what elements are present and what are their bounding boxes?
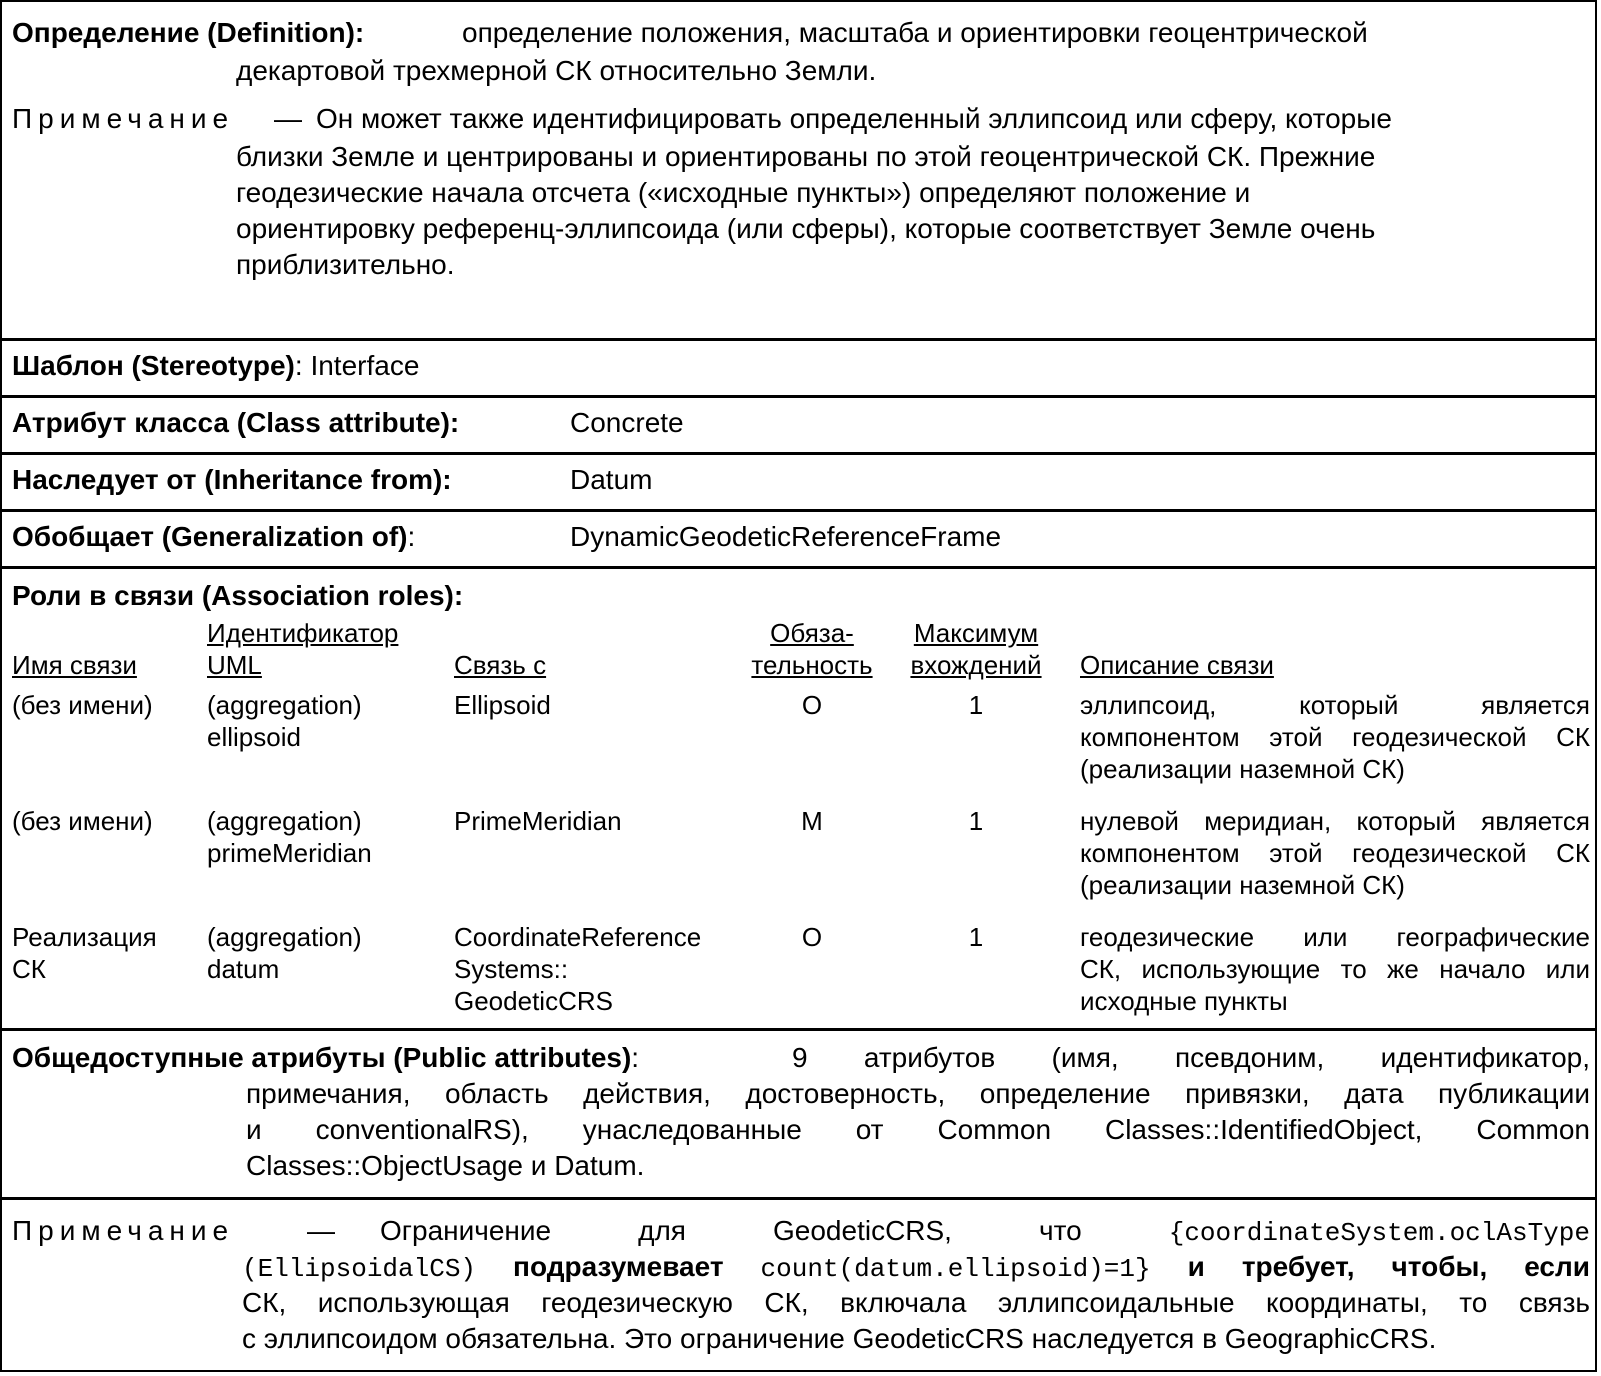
public-attributes-line-4: Classes::ObjectUsage и Datum. xyxy=(246,1150,645,1181)
public-attributes-label: Общедоступные атрибуты (Public attributes) xyxy=(12,1042,632,1073)
generalization-value: DynamicGeodeticReferenceFrame xyxy=(570,521,1002,552)
row-2-desc-2: компонентом этой геодезической СК xyxy=(1080,838,1590,868)
public-attributes-line-2: примечания, область действия, достоверность, определение привязки, дата публикации xyxy=(246,1078,1590,1109)
header-max-line-2: вхождений xyxy=(910,650,1042,680)
association-title: Роли в связи (Association roles): xyxy=(12,580,464,611)
stereotype-value: : Interface xyxy=(294,350,420,381)
row-3-to-1: CoordinateReference xyxy=(454,922,702,952)
row-3-to-3: GeodeticCRS xyxy=(454,986,613,1016)
stereotype-row xyxy=(2,341,1595,398)
note2-line-1 xyxy=(380,1214,1590,1250)
note2-text-1: Ограничение для GeodeticCRS, что xyxy=(380,1215,1082,1246)
header-name: Имя связи xyxy=(12,650,137,680)
note2-line-2 xyxy=(242,1250,1590,1286)
note2-text-3: и требует, чтобы, если xyxy=(1187,1251,1591,1282)
stereotype xyxy=(12,349,419,383)
constraint-note-section xyxy=(2,1200,1595,1374)
row-1-uml-2: ellipsoid xyxy=(207,722,301,752)
row-3-to-2: Systems:: xyxy=(454,954,569,984)
note-line-2: близки Земле и центрированы и ориентированы по этой геоцентрической СК. Прежние xyxy=(236,141,1376,172)
note-line-4: ориентировку референц-эллипсоида (или сферы), которые соответствует Земле очень xyxy=(236,213,1376,244)
row-3-desc-1: геодезические или географические xyxy=(1080,922,1590,952)
inheritance-label: Наследует от (Inheritance from): xyxy=(12,464,452,495)
row-3-obligation: O xyxy=(801,922,823,952)
generalization xyxy=(12,520,415,554)
definition-line-1: определение положения, масштаба и ориентировки геоцентрической xyxy=(462,17,1368,48)
row-1-desc-3: (реализации наземной СК) xyxy=(1080,754,1405,784)
public-attributes-colon: : xyxy=(631,1042,640,1073)
row-3-desc-3: исходные пункты xyxy=(1080,986,1288,1016)
association-roles-section xyxy=(2,569,1595,1031)
note2-label: Примечание xyxy=(12,1215,235,1246)
public-attributes-line-3: и conventionalRS), унаследованные от Common Classes::IdentifiedObject, Common xyxy=(246,1114,1590,1145)
public-attributes-heading xyxy=(12,1041,639,1075)
header-to: Связь с xyxy=(454,650,547,680)
row-2-desc-1: нулевой меридиан, который является xyxy=(1080,806,1590,836)
row-2-to: PrimeMeridian xyxy=(454,806,622,836)
row-1-obligation: O xyxy=(801,690,823,720)
row-2-obligation: M xyxy=(801,806,823,836)
header-max-line-1: Максимум xyxy=(913,618,1039,648)
note-label: Примечание xyxy=(12,103,235,134)
public-attributes-section xyxy=(2,1031,1595,1200)
row-2-desc-3: (реализации наземной СК) xyxy=(1080,870,1405,900)
row-2-uml-2: primeMeridian xyxy=(207,838,372,868)
row-1-desc-1: эллипсоид, который является xyxy=(1080,690,1590,720)
generalization-row xyxy=(2,512,1595,569)
header-description: Описание связи xyxy=(1080,650,1274,680)
inheritance-value: Datum xyxy=(570,464,653,495)
class-attribute-label: Атрибут класса (Class attribute): xyxy=(12,407,460,438)
generalization-label: Обобщает (Generalization of) xyxy=(12,521,408,552)
note2-dash: — xyxy=(307,1215,335,1246)
header-uml-line-2: UML xyxy=(207,650,262,680)
inheritance-row xyxy=(2,455,1595,512)
row-1-to: Ellipsoid xyxy=(454,690,551,720)
public-attributes-line-1: 9 атрибутов (имя, псевдоним, идентификатор, xyxy=(792,1042,1590,1073)
note2-line-4: с эллипсоидом обязательна. Это ограничение GeodeticCRS наследуется в GeographicCRS. xyxy=(242,1323,1437,1354)
row-2-name: (без имени) xyxy=(12,806,153,836)
definition-label: Определение (Definition): xyxy=(12,17,365,48)
row-3-name-1: Реализация xyxy=(12,922,157,952)
note2-code-1: {coordinateSystem.oclAsType xyxy=(1168,1218,1590,1248)
row-1-name: (без имени) xyxy=(12,690,153,720)
row-3-name-2: СК xyxy=(12,954,46,984)
row-2-max: 1 xyxy=(968,806,984,836)
note2-code-2: (EllipsoidalCS) xyxy=(242,1254,477,1284)
note2-text-2: подразумевает xyxy=(513,1251,724,1282)
definition-line-2: декартовой трехмерной СК относительно Земли. xyxy=(236,55,877,86)
row-2-uml-1: (aggregation) xyxy=(207,806,362,836)
note2-code-3: count(datum.ellipsoid)=1} xyxy=(760,1254,1151,1284)
header-uml-line-1: Идентификатор xyxy=(207,618,399,648)
row-3-uml-2: datum xyxy=(207,954,280,984)
row-3-desc-2: СК, использующие то же начало или xyxy=(1080,954,1590,984)
row-1-max: 1 xyxy=(968,690,984,720)
row-1-desc-2: компонентом этой геодезической СК xyxy=(1080,722,1590,752)
class-attribute-value: Concrete xyxy=(570,407,684,438)
note2-line-3: СК, использующая геодезическую СК, включала эллипсоидальные координаты, то связь xyxy=(242,1287,1590,1318)
generalization-colon: : xyxy=(407,521,416,552)
row-1-uml-1: (aggregation) xyxy=(207,690,362,720)
note-dash: — xyxy=(274,103,302,134)
class-attribute-row xyxy=(2,398,1595,455)
row-3-max: 1 xyxy=(968,922,984,952)
definition-section xyxy=(2,2,1595,341)
note-line-1: Он может также идентифицировать определенный эллипсоид или сферу, которые xyxy=(316,103,1392,134)
row-3-uml-1: (aggregation) xyxy=(207,922,362,952)
note-line-5: приблизительно. xyxy=(236,249,455,280)
stereotype-label: Шаблон (Stereotype) xyxy=(12,350,295,381)
header-obligation-line-1: Обяза- xyxy=(770,618,854,648)
header-obligation-line-2: тельность xyxy=(751,650,873,680)
note-line-3: геодезические начала отсчета («исходные пункты») определяют положение и xyxy=(236,177,1251,208)
